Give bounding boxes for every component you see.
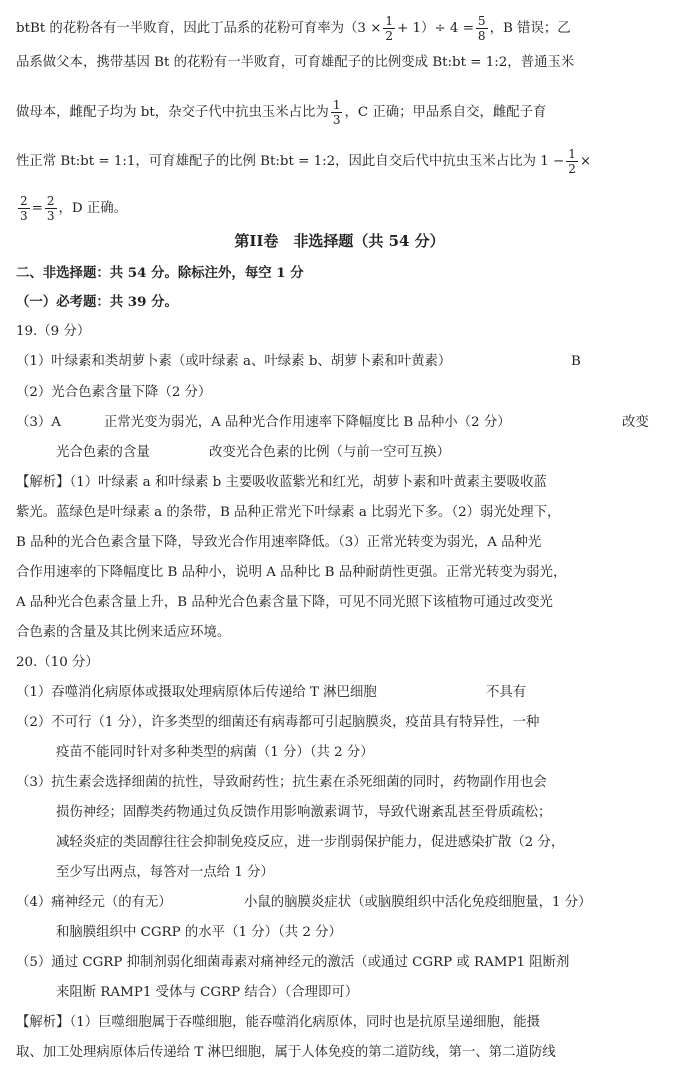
answer-line: 来阻断 RAMP1 受体与 CGRP 结合）（合理即可）	[56, 985, 359, 1000]
answer-line: 损伤神经；固醇类药物通过负反馈作用影响激素调节，导致代谢紊乱甚至骨质疏松；	[56, 805, 552, 820]
fraction	[45, 195, 57, 222]
answer-blank: 不具有	[486, 685, 527, 700]
fraction	[476, 15, 488, 42]
text-segment: + 1）÷ 4 =	[397, 21, 474, 36]
fraction	[383, 15, 395, 42]
analysis-line: 合作用速率的下降幅度比 B 品种小，说明 A 品种比 B 品种耐荫性更强。正常光转变为弱光，	[16, 565, 567, 580]
fraction-denominator: 2	[385, 29, 394, 43]
section-title: 第II卷 非选择题（共 54 分）	[234, 232, 445, 250]
answer-line: （2）不可行（1 分），许多类型的细菌还有病毒都可引起脑膜炎，疫苗具有特异性，一种	[16, 715, 540, 730]
fraction-denominator: 3	[20, 209, 28, 223]
text-line	[16, 148, 591, 175]
analysis-line: B 品种的光合色素含量下降，导致光合作用速率降低。（3）正常光转变为弱光，A 品种光	[16, 535, 542, 550]
fraction-numerator: 1	[568, 147, 576, 161]
answer-line	[16, 352, 451, 372]
answer-blank: 改变光合色素的比例（与前一空可互换）	[209, 445, 451, 460]
fraction-numerator: 1	[385, 14, 394, 28]
text-line	[16, 15, 571, 42]
answer-line: （2）光合色素含量下降（2 分）	[16, 385, 212, 400]
text-segment: =	[31, 201, 43, 216]
text-segment: ×	[579, 154, 592, 169]
fraction	[566, 148, 578, 175]
answer-line: （3）抗生素会选择细菌的抗性，导致耐药性；抗生素在杀死细菌的同时，药物副作用也会	[16, 775, 547, 790]
question-title: 19.（9 分）	[16, 324, 91, 339]
analysis-line: 合色素的含量及其比例来适应环境。	[16, 625, 231, 640]
fraction-numerator: 1	[332, 98, 341, 112]
text-segment: ，C 正确；甲品系自交，雌配子育	[344, 105, 547, 120]
answer-line: 至少写出两点，每答对一点给 1 分）	[56, 865, 274, 880]
answer-blank: 正常光变为弱光，A 品种光合作用速率下降幅度比 B 品种小（2 分）	[104, 415, 511, 430]
fraction-numerator: 2	[46, 194, 55, 208]
answer-blank: 光合色素的含量	[56, 445, 150, 460]
answer-text: （1）叶绿素和类胡萝卜素（或叶绿素 a、叶绿素 b、胡萝卜素和叶黄素）	[16, 354, 452, 369]
part-heading: 二、非选择题：共 54 分。除标注外，每空 1 分	[16, 265, 304, 281]
text-segment: ，B 错误；乙	[489, 21, 571, 36]
text-segment: btBt 的花粉各有一半败育，因此丁品系的花粉可育率为（3 ×	[16, 21, 382, 36]
answer-blank: 改变	[622, 415, 649, 430]
analysis-line: 【解析】（1）巨噬细胞属于吞噬细胞，能吞噬消化病原体，同时也是抗原呈递细胞，能摄	[16, 1015, 541, 1030]
text-segment: ，D 正确。	[58, 201, 128, 216]
analysis-line: A 品种光合色素含量上升，B 品种光合色素含量下降，可见不同光照下该植物可通过改变光	[16, 595, 553, 610]
text-segment: 做母本，雌配子均为 bt，杂交子代中抗虫玉米占比为	[16, 105, 329, 120]
answer-blank: B	[571, 354, 581, 369]
fraction-numerator: 5	[477, 14, 486, 28]
answer-line: 减轻炎症的类固醇往往会抑制免疫反应，进一步削弱保护能力，促进感染扩散（2 分，	[56, 835, 565, 850]
answer-line: 疫苗不能同时针对多种类型的病菌（1 分）（共 2 分）	[56, 745, 374, 760]
answer-line: （5）通过 CGRP 抑制剂弱化细菌毒素对痛神经元的激活（或通过 CGRP 或 RAMP1 阻断剂	[16, 955, 570, 970]
subpart-heading: （一）必考题：共 39 分。	[16, 294, 178, 310]
analysis-line: 取、加工处理病原体后传递给 T 淋巴细胞，属于人体免疫的第二道防线，第一、第二道防线	[16, 1045, 556, 1060]
answer-line: （4）痛神经元（的有无）	[16, 895, 172, 910]
fraction-denominator: 2	[568, 162, 576, 176]
fraction-denominator: 8	[477, 29, 486, 43]
answer-line: （3）A	[16, 415, 61, 430]
text-segment: 性正常 Bt:bt = 1:1，可育雄配子的比例 Bt:bt = 1:2，因此自交后代中抗虫玉米占比为 1 −	[16, 154, 565, 169]
fraction-denominator: 3	[332, 113, 341, 127]
analysis-line: 紫光。蓝绿色是叶绿素 a 的条带，B 品种正常光下叶绿素 a 比弱光下多。（2）弱光处理下，	[16, 505, 561, 520]
text-line	[16, 195, 127, 222]
answer-blank: 小鼠的脑膜炎症状（或脑膜组织中活化免疫细胞量，1 分）	[244, 895, 592, 910]
question-title: 20.（10 分）	[16, 655, 99, 670]
fraction-numerator: 2	[20, 194, 28, 208]
answer-line: （1）吞噬消化病原体或摄取处理病原体后传递给 T 淋巴细胞	[16, 685, 377, 700]
analysis-line: 【解析】（1）叶绿素 a 和叶绿素 b 主要吸收蓝紫光和红光，胡萝卜素和叶黄素主要吸收蓝	[16, 475, 547, 490]
fraction	[18, 195, 30, 222]
answer-line: 和脑膜组织中 CGRP 的水平（1 分）（共 2 分）	[56, 925, 342, 940]
fraction-denominator: 3	[46, 209, 55, 223]
text-line: 品系做父本，携带基因 Bt 的花粉有一半败育，可育雄配子的比例变成 Bt:bt = 1:2，普通玉米	[16, 55, 575, 70]
text-line	[16, 99, 546, 126]
fraction	[331, 99, 343, 126]
